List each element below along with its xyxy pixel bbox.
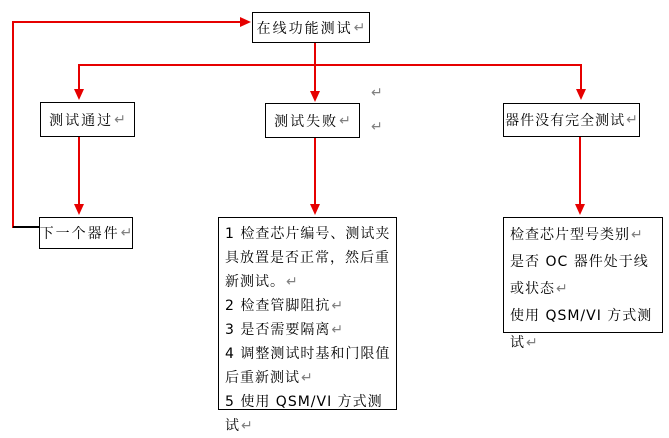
paragraph-mark: ↵ [526, 335, 538, 351]
node-label: 测试通过 [49, 112, 114, 129]
list-item [510, 249, 658, 303]
node-label: 测试失败 [274, 113, 339, 130]
list-item-text: 4 调整测试时基和门限值后重新测试 [225, 346, 391, 386]
paragraph-mark: ↵ [286, 274, 298, 290]
list-item-text: 5 使用 QSM/VI 方式测试 [225, 394, 383, 434]
connector-not-fully-tested-down [579, 137, 581, 205]
arrowhead-into-failed-actions-icon [310, 204, 320, 215]
list-item [510, 222, 658, 249]
paragraph-mark: ↵ [353, 19, 366, 36]
paragraph-mark: ↵ [114, 111, 126, 128]
node-not-fully-tested-actions [503, 217, 663, 351]
paragraph-mark: ↵ [626, 112, 638, 128]
list-item [225, 342, 392, 390]
node-not-fully-tested [503, 103, 640, 137]
arrowhead-into-online-test-icon [240, 17, 251, 27]
list-item-text: 3 是否需要隔离 [225, 322, 331, 338]
list-item-text: 使用 QSM/VI 方式测试 [510, 308, 653, 351]
paragraph-mark: ↵ [339, 112, 351, 129]
list-item [225, 390, 392, 438]
paragraph-mark: ↵ [556, 281, 568, 297]
connector-feedback-top-horizontal [12, 21, 240, 23]
list-item-text: 是否 OC 器件处于线或状态 [510, 254, 649, 297]
connector-branch-right-vertical [580, 64, 582, 90]
node-label: 在线功能测试 [256, 20, 353, 37]
paragraph-mark: ↵ [631, 227, 643, 243]
paragraph-mark: ↵ [371, 119, 383, 135]
arrowhead-into-test-failed-icon [310, 91, 320, 102]
list-item-text: 2 检查管脚阻抗 [225, 298, 331, 314]
connector-feedback-vertical [12, 21, 14, 228]
paragraph-mark: ↵ [331, 298, 344, 314]
connector-test-failed-down [314, 138, 316, 205]
node-label: 下一个器件 [39, 226, 120, 242]
list-item [225, 294, 392, 318]
arrowhead-into-check-actions-icon [575, 204, 585, 215]
arrowhead-into-test-passed-icon [74, 89, 84, 100]
list-item [510, 303, 658, 357]
paragraph-mark: ↵ [371, 85, 383, 101]
connector-next-device-to-feedback [13, 226, 40, 228]
node-test-failed [265, 103, 360, 138]
arrowhead-into-not-fully-tested-icon [576, 89, 586, 100]
node-online-function-test [252, 12, 370, 43]
paragraph-mark: ↵ [331, 322, 344, 338]
node-test-failed-actions [218, 217, 397, 434]
connector-branch-left-vertical [78, 64, 80, 90]
node-next-device [39, 217, 133, 249]
list-item [225, 222, 392, 294]
connector-test-passed-down [78, 137, 80, 205]
list-item-text: 1 检查芯片编号、测试夹具放置是否正常，然后重新测试。 [225, 226, 391, 290]
node-test-passed [40, 102, 135, 137]
list-item [225, 318, 392, 342]
connector-online-test-down [314, 43, 316, 93]
paragraph-mark: ↵ [241, 418, 253, 434]
connector-branch-horizontal [78, 64, 582, 66]
list-item-text: 检查芯片型号类别 [510, 227, 630, 243]
arrowhead-into-next-device-icon [74, 204, 84, 215]
paragraph-mark: ↵ [301, 370, 313, 386]
paragraph-mark: ↵ [120, 225, 133, 241]
node-label: 器件没有完全测试 [505, 113, 626, 129]
